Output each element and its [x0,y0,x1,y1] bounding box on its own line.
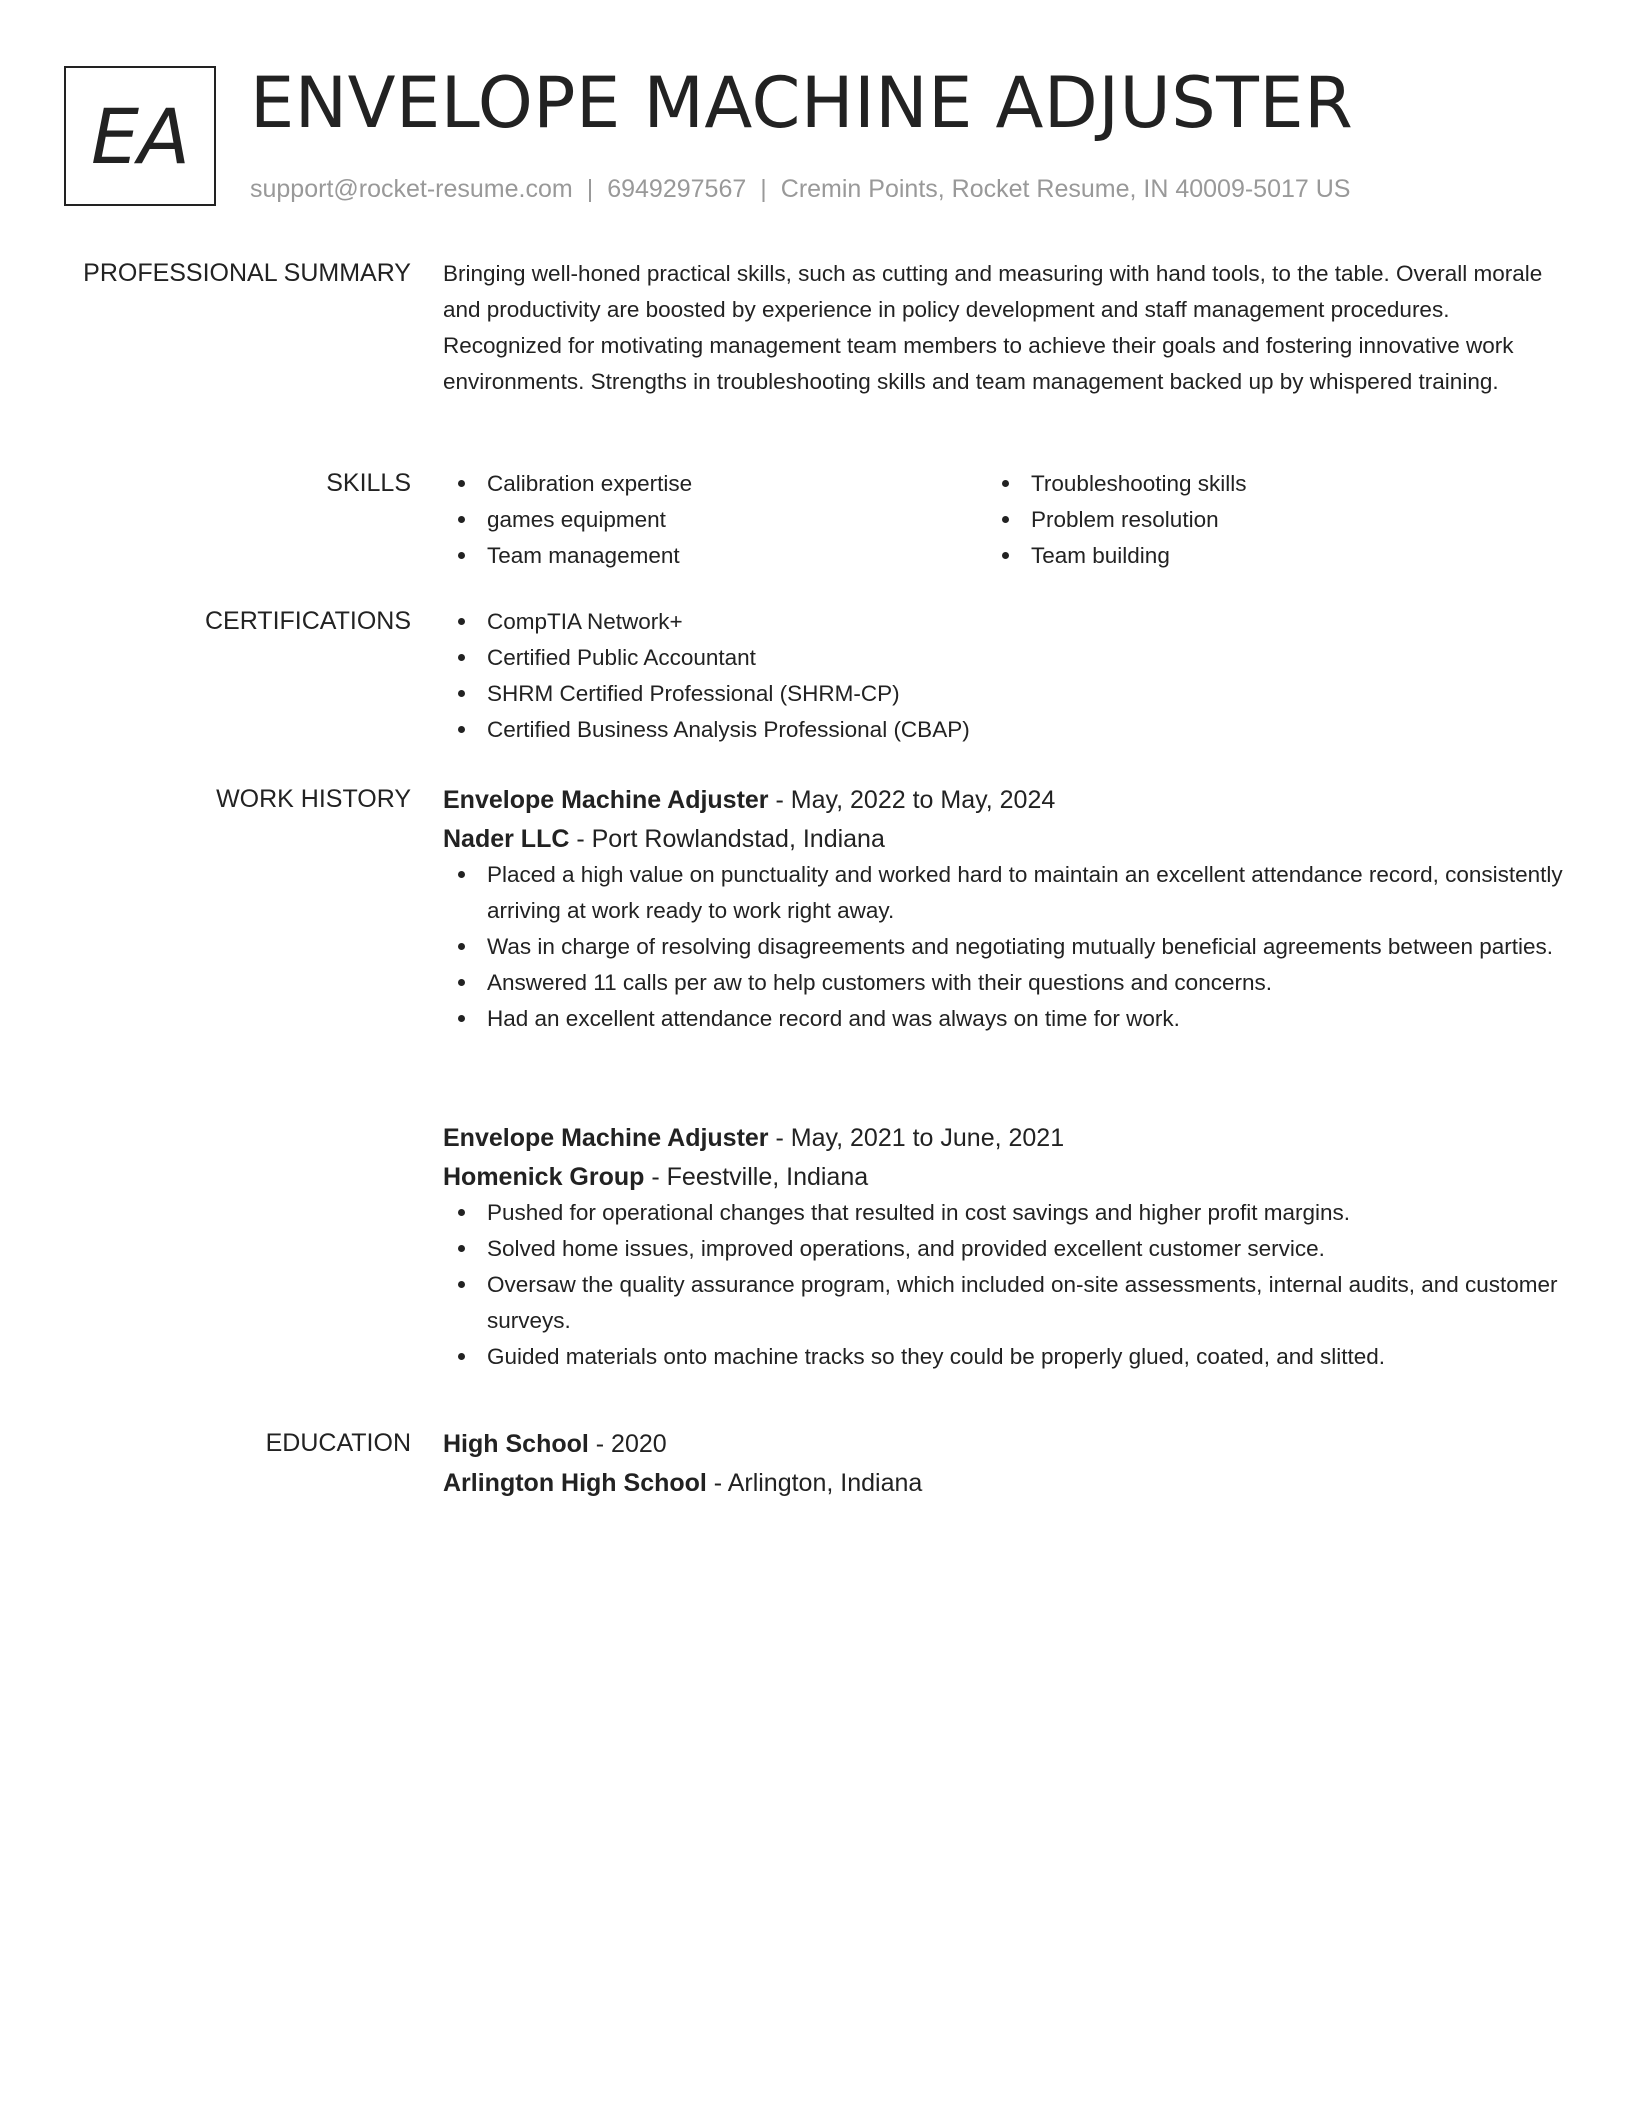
job-entry [443,782,1563,1037]
job-bullets [443,1195,1563,1375]
skill-item: Problem resolution [987,502,1531,538]
job-entry [443,1120,1563,1375]
contact-phone[interactable]: 6949297567 [607,175,747,203]
contact-separator: | [586,175,594,203]
job-dates: - May, 2022 to May, 2024 [768,786,1056,814]
job-title-line [443,782,1563,818]
skill-item: Team building [987,538,1531,574]
job-bullet: Oversaw the quality assurance program, which included on-site assessments, internal audits, and customer surveys. [443,1267,1563,1339]
contact-line [250,173,1350,205]
contact-email[interactable]: support@rocket-resume.com [250,175,573,203]
job-dates: - May, 2021 to June, 2021 [768,1124,1065,1152]
certifications-list [443,604,1563,748]
job-bullets [443,857,1563,1037]
certification-item: CompTIA Network+ [443,604,1563,640]
school-name: Arlington High School [443,1469,707,1497]
skill-item: Calibration expertise [443,466,987,502]
job-title: Envelope Machine Adjuster [443,1124,769,1152]
contact-separator: | [760,175,767,203]
job-company: Homenick Group [443,1163,645,1191]
job-location: - Feestville, Indiana [644,1163,869,1191]
job-bullet: Solved home issues, improved operations, and provided excellent customer service. [443,1231,1563,1267]
degree-year: - 2020 [588,1430,667,1458]
job-company-line [443,1159,1563,1195]
skill-item: Troubleshooting skills [987,466,1531,502]
degree-line [443,1426,1563,1462]
job-bullet: Answered 11 calls per aw to help customers with their questions and concerns. [443,965,1563,1001]
contact-address: Cremin Points, Rocket Resume, IN 40009-5017 US [780,175,1351,203]
certification-item: SHRM Certified Professional (SHRM-CP) [443,676,1563,712]
job-company-line [443,821,1563,857]
job-bullet: Had an excellent attendance record and was always on time for work. [443,1001,1563,1037]
section-heading: PROFESSIONAL SUMMARY [83,259,411,287]
job-company: Nader LLC [443,825,570,853]
skills-list-right [987,466,1531,574]
job-bullet: Placed a high value on punctuality and worked hard to maintain an excellent attendance record, consistently arriving at work ready to work right away. [443,857,1563,929]
job-bullet: Was in charge of resolving disagreements and negotiating mutually beneficial agreements between parties. [443,929,1563,965]
school-line [443,1465,1563,1501]
job-title: Envelope Machine Adjuster [443,786,769,814]
certification-item: Certified Public Accountant [443,640,1563,676]
candidate-name: ENVELOPE MACHINE ADJUSTER [250,62,1354,144]
section-heading: SKILLS [326,469,411,497]
section-heading: CERTIFICATIONS [204,607,411,635]
job-bullet: Pushed for operational changes that resulted in cost savings and higher profit margins. [443,1195,1563,1231]
job-location: - Port Rowlandstad, Indiana [569,825,885,853]
degree: High School [443,1430,589,1458]
summary-text: Bringing well-honed practical skills, such as cutting and measuring with hand tools, to the table. Overall morale and productivity are boosted by experience in policy development and staff management procedures. Recognized for motivating management team members to achieve their goals and fostering innovative work environments. Strengths in troubleshooting skills and team management backed up by whispered training. [443,261,1543,394]
certification-item: Certified Business Analysis Professional (CBAP) [443,712,1563,748]
section-heading: EDUCATION [265,1429,411,1457]
job-title-line [443,1120,1563,1156]
job-bullet: Guided materials onto machine tracks so they could be properly glued, coated, and slitted. [443,1339,1563,1375]
monogram-logo: EA [64,66,216,206]
skills-columns [443,466,1563,574]
skill-item: Team management [443,538,987,574]
skills-list-left [443,466,987,574]
skill-item: games equipment [443,502,987,538]
school-location: - Arlington, Indiana [706,1469,923,1497]
section-heading: WORK HISTORY [216,785,411,813]
